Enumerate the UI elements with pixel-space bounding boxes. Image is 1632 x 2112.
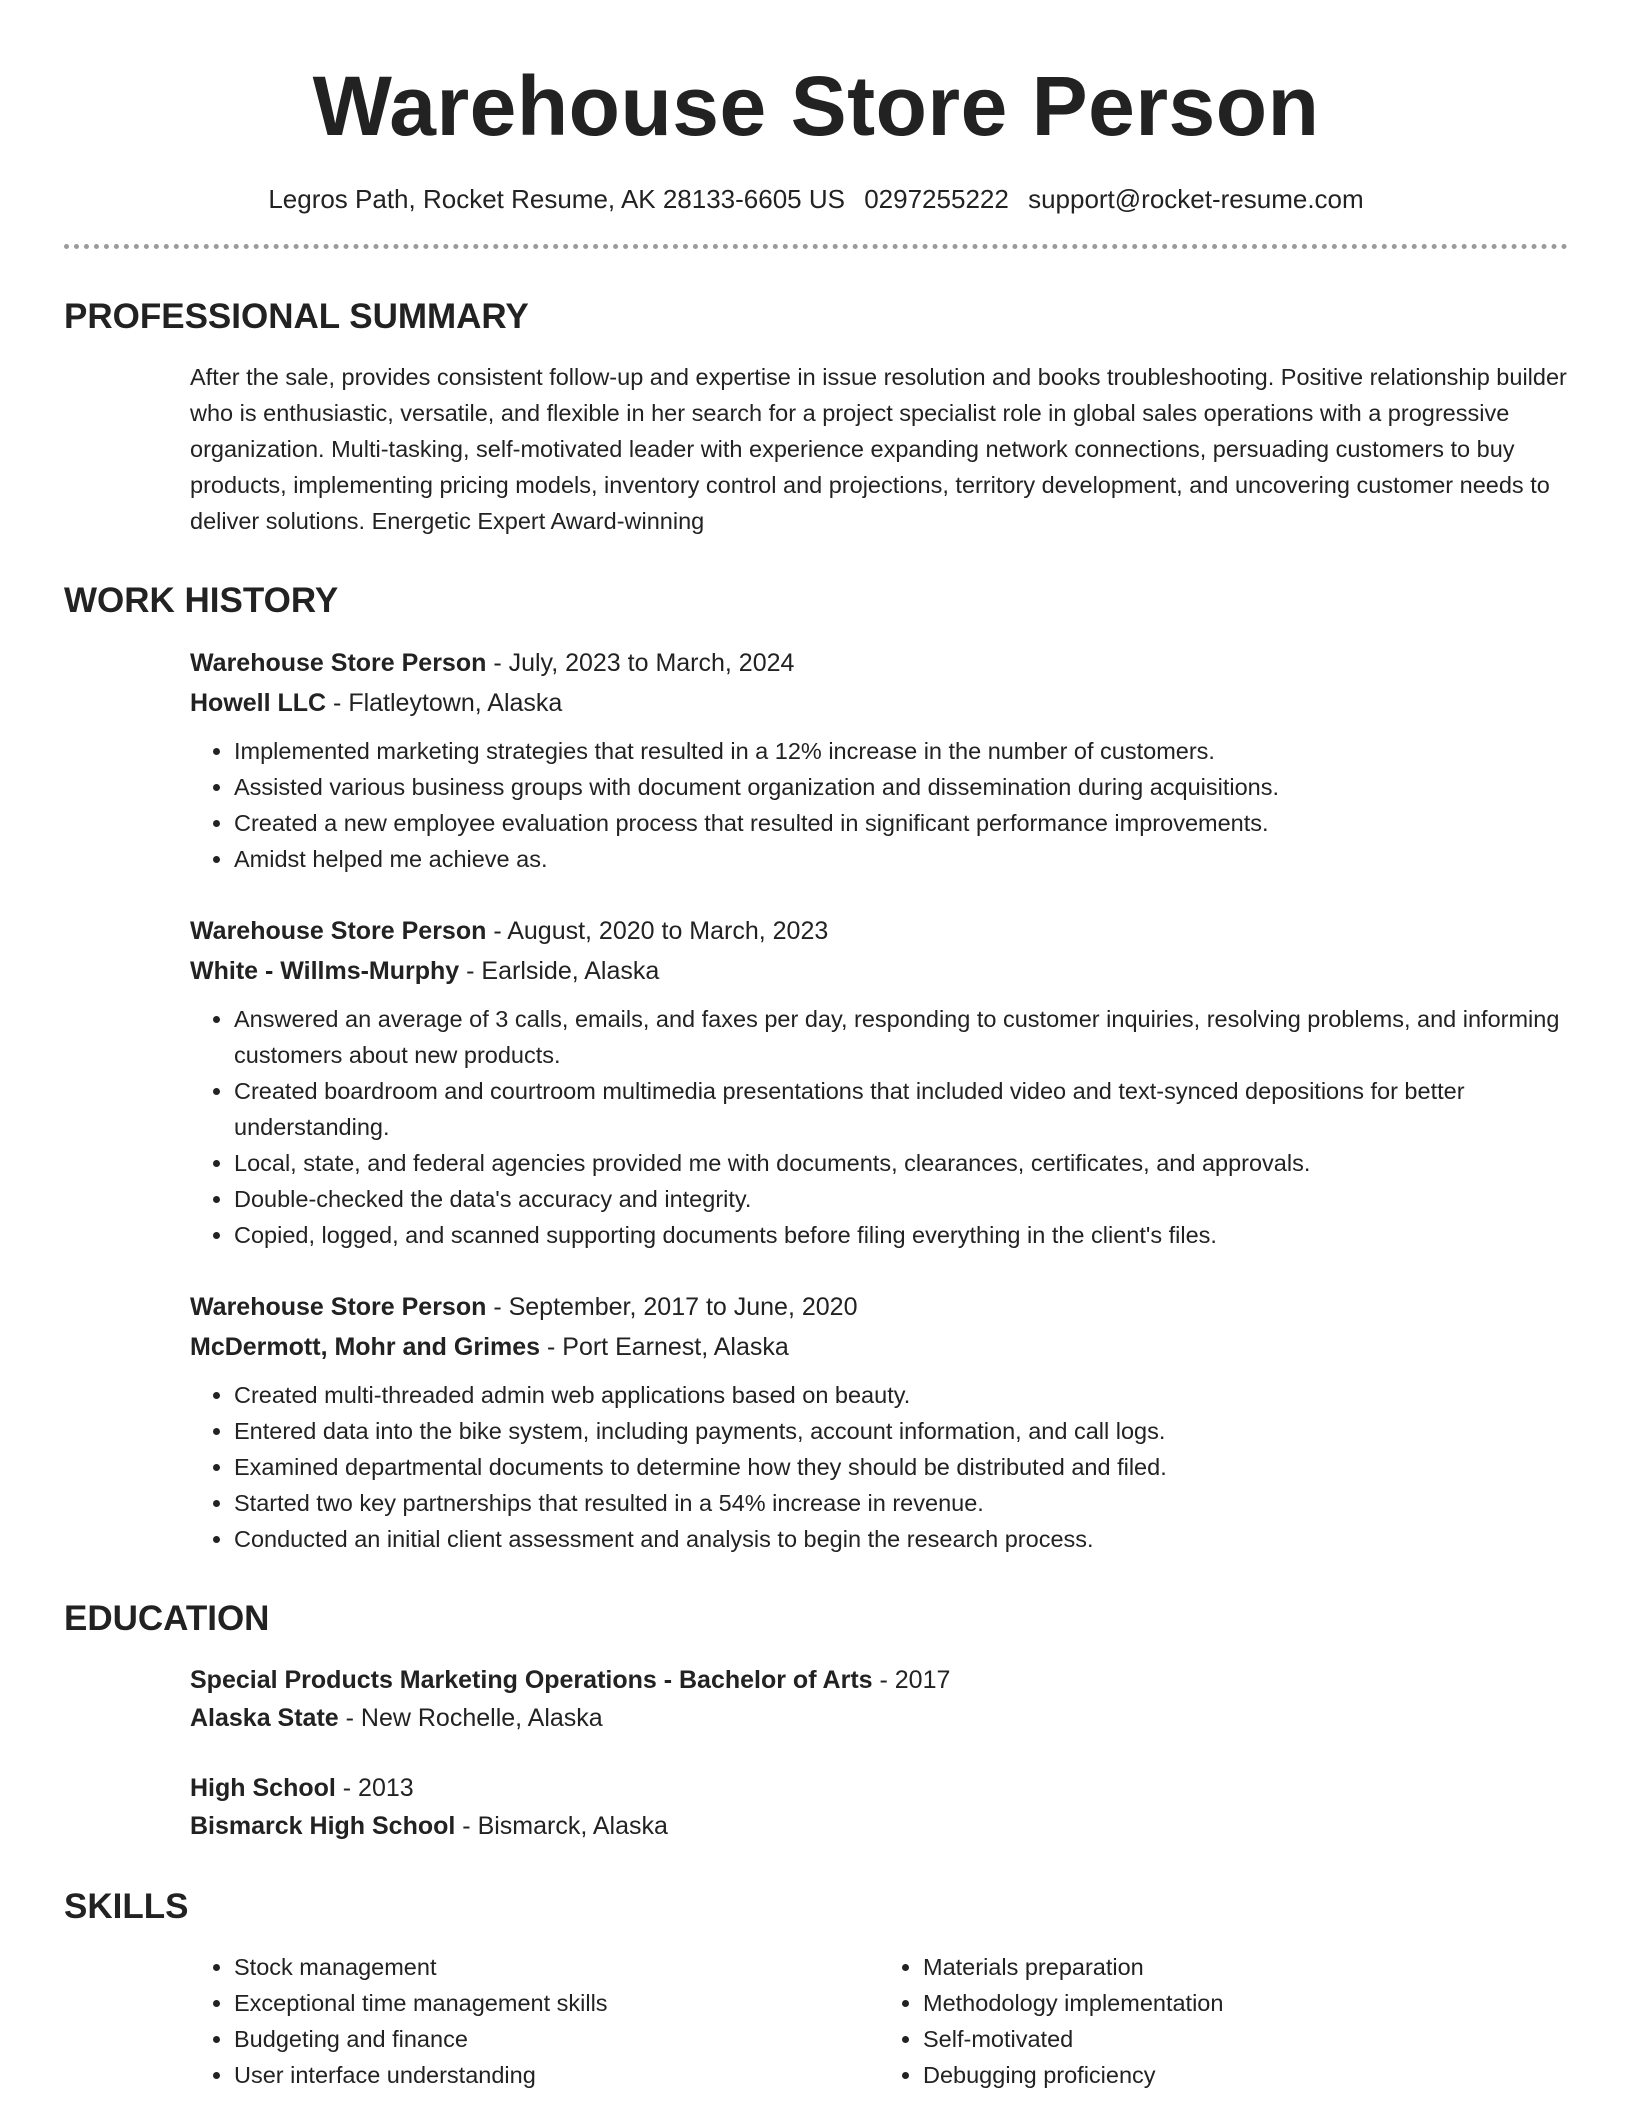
list-item: • Copied, logged, and scanned supporting documents before filing everything in the client's files. [234,1217,1568,1253]
education-title: EDUCATION [64,1599,270,1638]
work-history-section [64,579,1568,1557]
job-bullets [190,1377,1568,1557]
list-item: • Conducted an initial client assessment and analysis to begin the research process. [234,1521,1568,1557]
education-location: - Bismarck, Alaska [455,1812,668,1840]
job-company-line [190,951,1568,991]
job-dates: - September, 2017 to June, 2020 [486,1293,858,1321]
job-entry [190,643,1568,877]
summary-section [64,295,1568,539]
skills-section [64,1885,1568,2093]
contact-address: Legros Path, Rocket Resume, AK 28133-6605 US [268,184,845,214]
job-bullets [190,733,1568,877]
list-item: • Answered an average of 3 calls, emails, and faxes per day, responding to customer inquiries, resolving problems, and informing customers about new products. [234,1001,1568,1073]
job-company: McDermott, Mohr and Grimes [190,1333,541,1361]
list-item: • Budgeting and finance [234,2021,879,2057]
education-body [190,1661,1568,1845]
contact-email: support@rocket-resume.com [1028,184,1364,214]
list-item: • Methodology implementation [923,1985,1568,2021]
summary-text: After the sale, provides consistent follow-up and expertise in issue resolution and books troubleshooting. Positive relationship builder who is enthusiastic, versatile, and flexible in her search for a project specialist role in global sales operations with a progressive organization. Multi-tasking, self-motivated leader with experience expanding network connections, persuading customers to buy products, implementing pricing models, inventory control and projections, territory development, and uncovering customer needs to deliver solutions. Energetic Expert Award-winning [190,364,1567,534]
job-title-line [190,911,1568,951]
job-title-line [190,1287,1568,1327]
education-location: - New Rochelle, Alaska [338,1704,603,1732]
education-school: Bismarck High School [190,1812,456,1840]
list-item: • Exceptional time management skills [234,1985,879,2021]
job-company: Howell LLC [190,689,327,717]
list-item: • Debugging proficiency [923,2057,1568,2093]
education-year: - 2017 [872,1666,951,1694]
list-item: • Implemented marketing strategies that resulted in a 12% increase in the number of customers. [234,733,1568,769]
job-title-line [190,643,1568,683]
education-degree-line [190,1661,1568,1699]
job-location: - Port Earnest, Alaska [540,1333,789,1361]
skills-title: SKILLS [64,1887,189,1926]
summary-title: PROFESSIONAL SUMMARY [64,297,529,336]
work-history-title: WORK HISTORY [64,581,339,620]
list-item: • Local, state, and federal agencies provided me with documents, clearances, certificates, and approvals. [234,1145,1568,1181]
skills-body [190,1949,1568,2093]
candidate-name: Warehouse Store Person [312,59,1320,153]
job-role: Warehouse Store Person [190,1293,487,1321]
list-item: • Examined departmental documents to determine how they should be distributed and filed. [234,1449,1568,1485]
education-school-line [190,1699,1568,1737]
list-item: • Materials preparation [923,1949,1568,1985]
list-item: • Created boardroom and courtroom multimedia presentations that included video and text-synced depositions for better understanding. [234,1073,1568,1145]
education-degree: High School [190,1774,336,1802]
list-item: • Entered data into the bike system, including payments, account information, and call logs. [234,1413,1568,1449]
job-company-line [190,1327,1568,1367]
job-location: - Flatleytown, Alaska [326,689,563,717]
list-item: • Created multi-threaded admin web applications based on beauty. [234,1377,1568,1413]
education-year: - 2013 [335,1774,414,1802]
job-company-line [190,683,1568,723]
job-location: - Earlside, Alaska [459,957,660,985]
list-item: • Amidst helped me achieve as. [234,841,1568,877]
education-entry [190,1661,1568,1737]
education-school-line [190,1807,1568,1845]
skills-column-left [190,1949,879,2093]
education-school: Alaska State [190,1704,339,1732]
list-item: • Stock management [234,1949,879,1985]
summary-body [190,359,1568,539]
list-item: • Double-checked the data's accuracy and integrity. [234,1181,1568,1217]
contact-phone: 0297255222 [864,184,1009,214]
list-item: • Started two key partnerships that resulted in a 54% increase in revenue. [234,1485,1568,1521]
contact-line [64,182,1568,216]
job-dates: - July, 2023 to March, 2024 [486,649,795,677]
education-section [64,1597,1568,1845]
job-entry [190,1287,1568,1557]
job-role: Warehouse Store Person [190,917,487,945]
education-degree: Special Products Marketing Operations - Bachelor of Arts [190,1666,873,1694]
job-role: Warehouse Store Person [190,649,487,677]
education-entry [190,1769,1568,1845]
list-item: • Created a new employee evaluation process that resulted in significant performance improvements. [234,805,1568,841]
list-item: • Assisted various business groups with document organization and dissemination during acquisitions. [234,769,1568,805]
skills-column-right [879,1949,1568,2093]
job-bullets [190,1001,1568,1253]
list-item: • User interface understanding [234,2057,879,2093]
job-dates: - August, 2020 to March, 2023 [486,917,829,945]
list-item: • Self-motivated [923,2021,1568,2057]
work-history-body [190,643,1568,1557]
header-divider [64,244,1568,249]
job-company: White - Willms-Murphy [190,957,460,985]
job-entry [190,911,1568,1253]
education-degree-line [190,1769,1568,1807]
